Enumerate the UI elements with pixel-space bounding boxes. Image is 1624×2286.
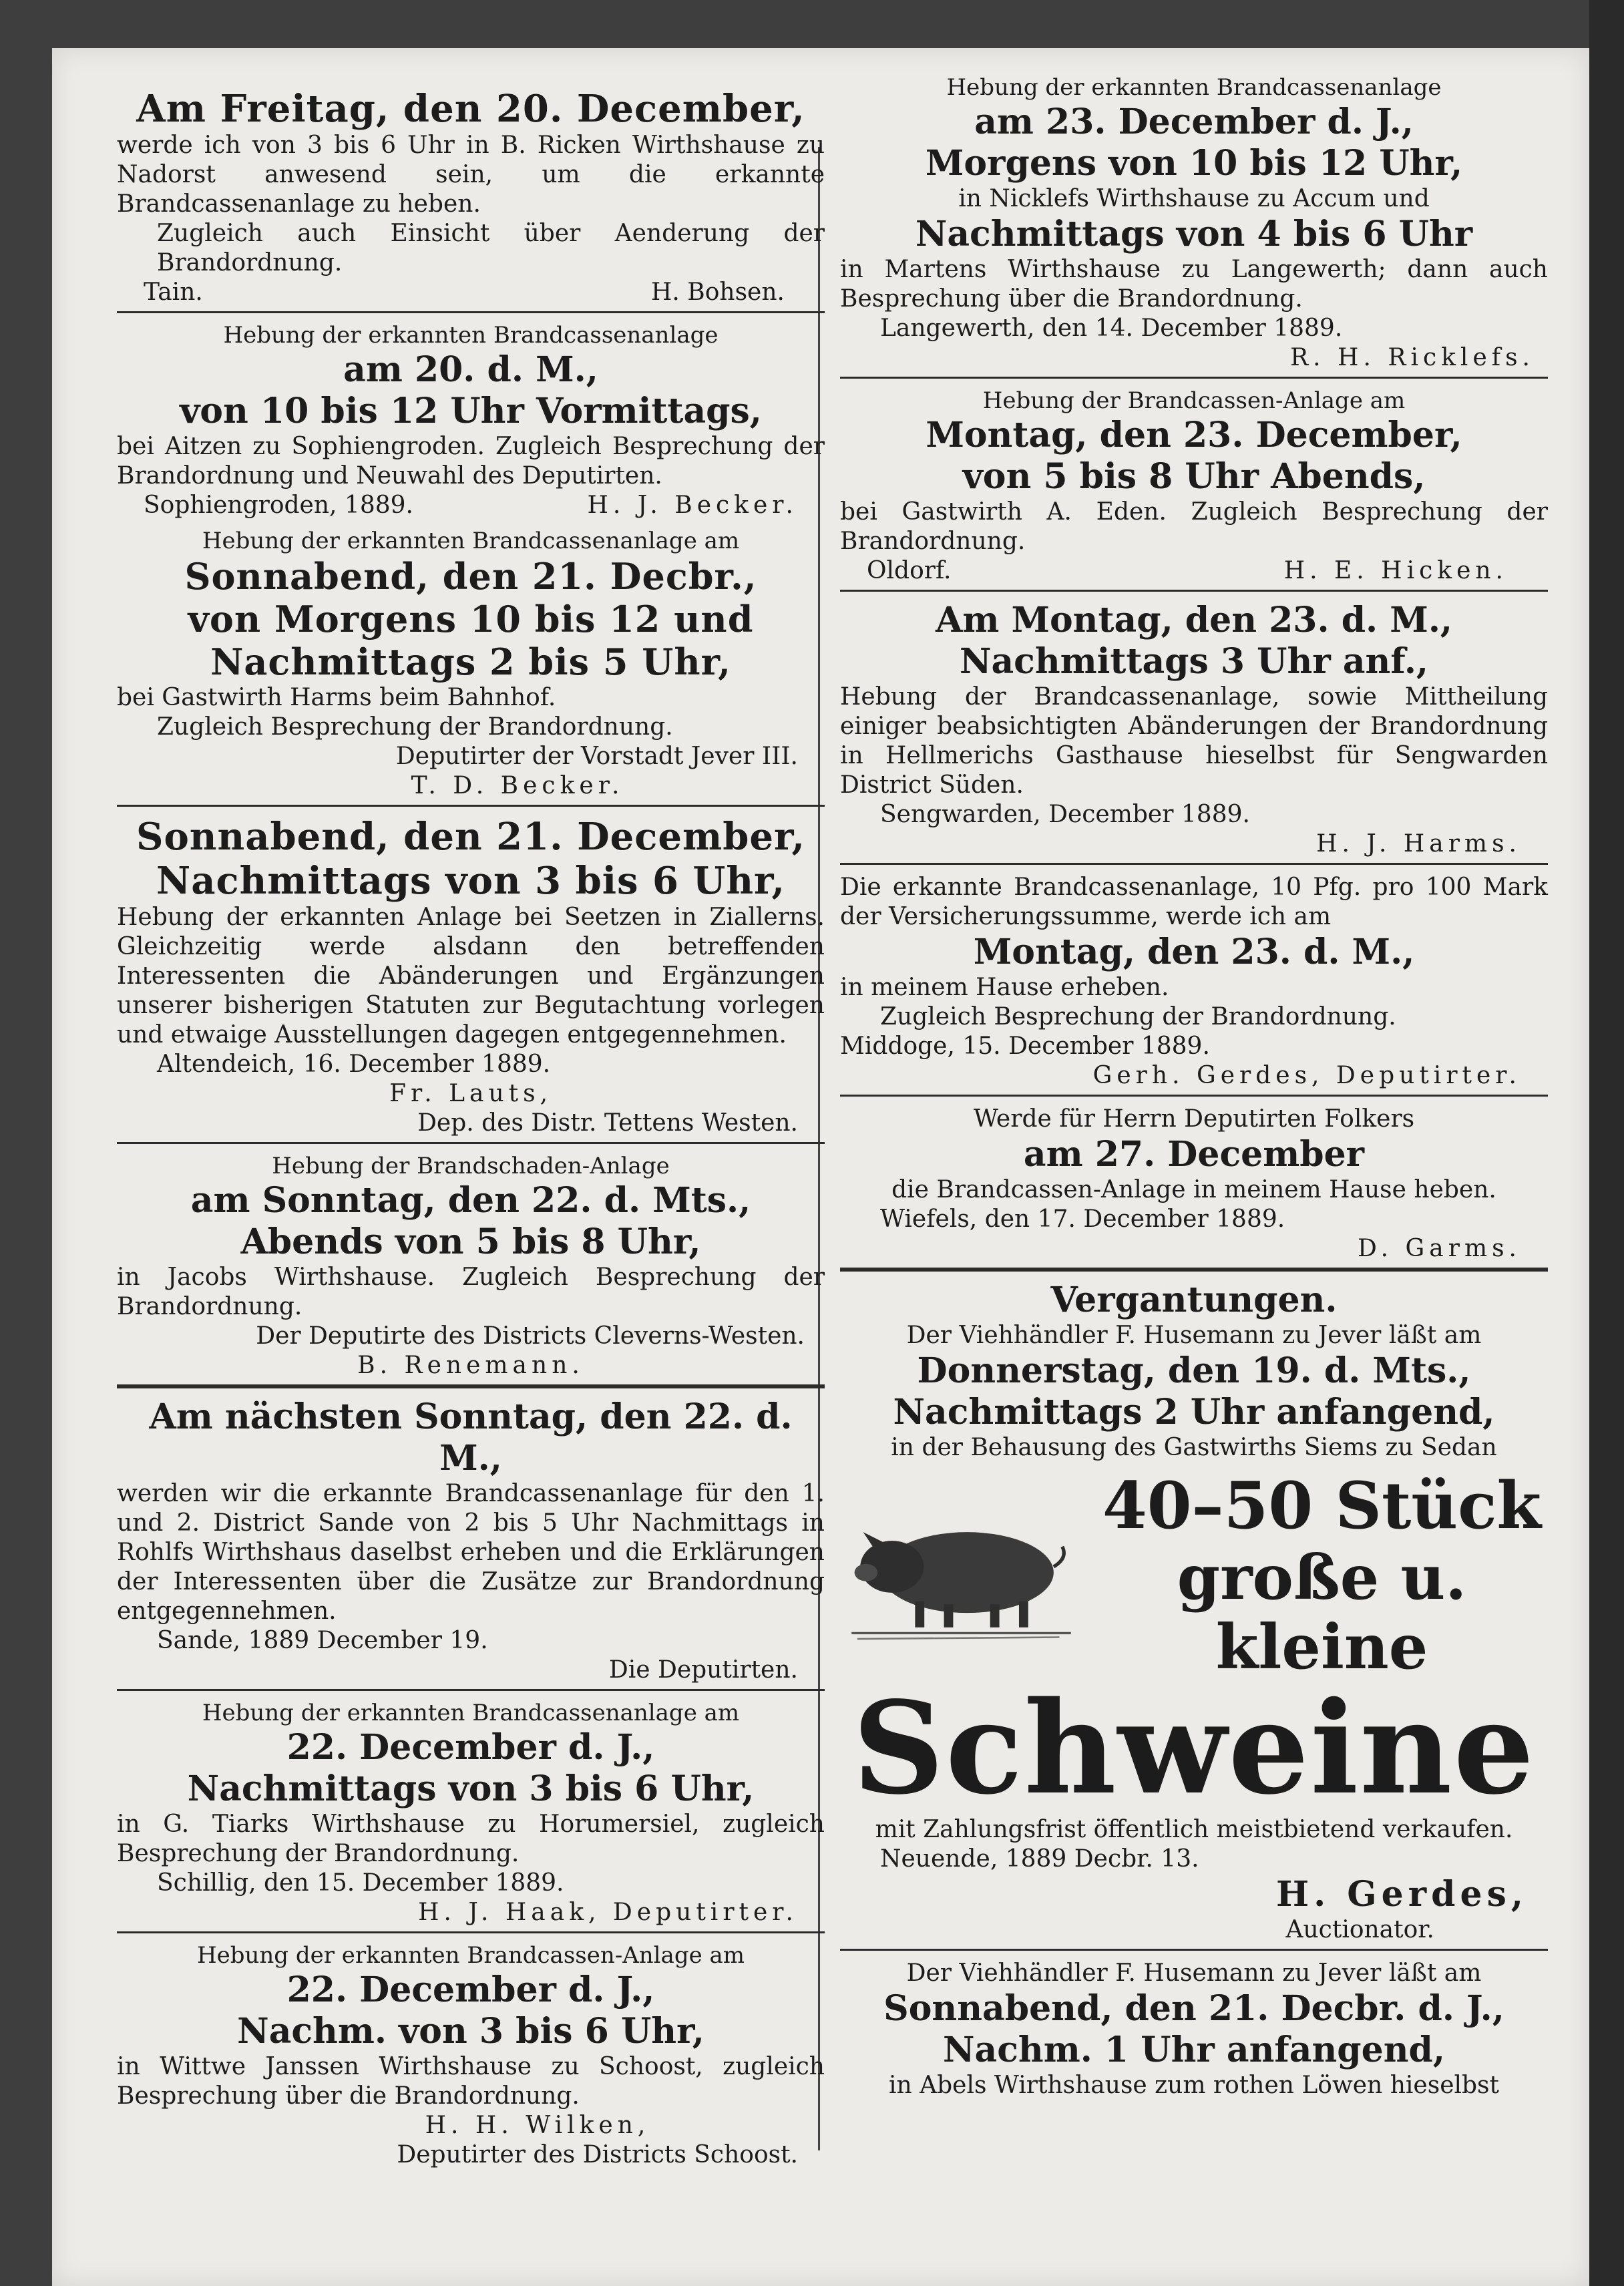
pig-ad-block (840, 1469, 1548, 1682)
signature-name: Gerh. Gerdes, Deputirter. (1092, 1062, 1521, 1089)
signature-title: Dep. des Distr. Tettens Westen. (417, 1109, 798, 1137)
separator-rule (840, 1268, 1548, 1272)
signature-title: Deputirter des Districts Schoost. (397, 2141, 798, 2168)
notice-right-7 (840, 1959, 1548, 2100)
notice-intro: Hebung der erkannten Brandcassen-Anlage am (196, 1942, 745, 1969)
notice-place-date: Sengwarden, December 1889. (880, 801, 1250, 828)
signature-name: Die Deputirten. (608, 1656, 798, 1684)
notice-headline: Montag, den 23. d. M., (973, 932, 1415, 972)
notice-headline: Donnerstag, den 19. d. Mts., (917, 1350, 1471, 1391)
notice-body-2: Zugleich auch Einsicht über Aenderung der Brandordnung. (157, 220, 825, 276)
notice-headline: Sonnabend, den 21. Decbr. d. J., (883, 1988, 1504, 2029)
notice-body: in G. Tiarks Wirthshause zu Horumersiel, zugleich Besprechung der Brandordnung. (117, 1811, 825, 1867)
notice-headline: Am nächsten Sonntag, den 22. d. M., (149, 1396, 793, 1479)
notice-subheadline: von 5 bis 8 Uhr Abends, (962, 456, 1426, 497)
notice-body: bei Gastwirth Harms beim Bahnhof. (117, 684, 556, 711)
notice-right-5 (840, 1105, 1548, 1272)
notice-headline: Sonnabend, den 21. Decbr., (184, 555, 757, 598)
notice-headline: 22. December d. J., (286, 1969, 655, 2010)
notice-body-3: Zugleich Besprechung der Brandordnung. (880, 1003, 1396, 1030)
notice-right-2 (840, 387, 1548, 592)
notice-left-7 (117, 1699, 825, 1933)
pig-illustration-icon (840, 1492, 1082, 1659)
notice-body: bei Gastwirth A. Eden. Zugleich Besprechung der Brandordnung. (840, 498, 1548, 555)
signature-name: T. D. Becker. (411, 772, 624, 799)
separator-rule (840, 590, 1548, 592)
notice-mid-text: in Nicklefs Wirthshause zu Accum und (958, 185, 1430, 212)
separator-rule (117, 311, 825, 313)
notice-right-1 (840, 73, 1548, 379)
notice-subheadline: von 10 bis 12 Uhr Vormittags, (180, 391, 762, 431)
notice-intro: Hebung der erkannten Brandcassenanlage (946, 74, 1442, 101)
signature-title: Deputirter der Vorstadt Jever III. (395, 743, 798, 770)
notice-subheadline: Nachm. 1 Uhr anfangend, (943, 2030, 1445, 2070)
notice-intro: Werde für Herrn Deputirten Folkers (973, 1105, 1415, 1133)
signature-name: D. Garms. (1358, 1235, 1521, 1262)
separator-rule (840, 377, 1548, 379)
notice-left-1 (117, 87, 825, 313)
notice-headline: Am Montag, den 23. d. M., (935, 600, 1453, 640)
notice-place-date: Langewerth, den 14. December 1889. (880, 315, 1343, 342)
signature-name: Fr. Lauts, (389, 1080, 553, 1107)
signature-place: Oldorf. (867, 557, 952, 584)
notice-body: in Wittwe Janssen Wirthshause zu Schoost, zugleich Besprechung über die Brandordnung. (117, 2053, 825, 2110)
notice-body: Der Viehhändler F. Husemann zu Jever läßt am (906, 1322, 1482, 1349)
notice-subheadline: Abends von 5 bis 8 Uhr, (240, 1221, 701, 1262)
notice-body: Der Viehhändler F. Husemann zu Jever läßt am (906, 1959, 1482, 1987)
notice-body: bei Aitzen zu Sophiengroden. Zugleich Besprechung der Brandordnung und Neuwahl des Deputirten. (117, 433, 825, 490)
section-heading: Vergantungen. (1050, 1280, 1338, 1320)
signature-name: H. J. Becker. (587, 492, 798, 519)
notice-left-6 (117, 1396, 825, 1691)
notice-place-date: Altendeich, 16. December 1889. (157, 1051, 551, 1078)
separator-rule (840, 1095, 1548, 1097)
notice-body: die Brandcassen-Anlage in meinem Hause heben. (891, 1176, 1496, 1203)
notice-headline: Am Freitag, den 20. December, (136, 87, 805, 131)
signature-title: Der Deputirte des Districts Cleverns-Westen. (256, 1322, 805, 1350)
notice-left-2 (117, 321, 825, 520)
separator-rule (117, 1689, 825, 1691)
signature-name: R. H. Ricklefs. (1290, 344, 1535, 371)
notice-subheadline: Nachmittags 2 Uhr anfangend, (893, 1392, 1495, 1433)
pig-ad-text (1096, 1469, 1548, 1682)
notice-subheadline: Nachmittags von 3 bis 6 Uhr, (156, 859, 785, 903)
notice-headline: 22. December d. J., (286, 1727, 655, 1768)
notice-body: Hebung der erkannten Anlage bei Seetzen in Ziallerns. Gleichzeitig werde alsdann den betreffenden Interessenten die Abänderungen und Ergänzungen unserer bisherigen Statuten zur Begutachtung vorlegen und etwaige Ausstellungen dagegen entgegennehmen. (117, 904, 825, 1049)
ad-main-word: Schweine (852, 1674, 1536, 1823)
notice-body: Die erkannte Brandcassenanlage, 10 Pfg. pro 100 Mark der Versicherungssumme, werde ich am (840, 874, 1548, 930)
signature-name: H. Gerdes, (1275, 1874, 1528, 1915)
notice-place-date: Schillig, den 15. December 1889. (157, 1869, 564, 1897)
notice-body: Hebung der Brandcassenanlage, sowie Mittheilung einiger beabsichtigten Abänderungen der Brandordnung in Hellmerichs Gasthause hieselbst für Sengwarden District Süden. (840, 683, 1548, 799)
notice-body: werden wir die erkannte Brandcassenanlage für den 1. und 2. District Sande von 2 bis 5 Uhr Nachmittags in Rohlfs Wirthshaus daselbst erheben und die Erklärungen der Interessenten über die Zusätze zur Brandordnung entgegennehmen. (117, 1480, 825, 1625)
separator-rule (117, 1142, 825, 1144)
notice-right-3 (840, 600, 1548, 865)
signature-name: B. Renemann. (357, 1352, 584, 1379)
notice-subheadline: Nachmittags von 3 bis 6 Uhr, (187, 1768, 755, 1809)
signature-name: H. E. Hicken. (1283, 557, 1508, 584)
notice-body: in Martens Wirthshause zu Langewerth; dann auch Besprechung über die Brandordnung. (840, 256, 1548, 313)
notice-body-2: in der Behausung des Gastwirths Siems zu Sedan (891, 1434, 1497, 1461)
notice-intro: Hebung der erkannten Brandcassenanlage (223, 322, 719, 349)
ad-quantity: 40–50 Stück (1102, 1468, 1542, 1543)
separator-rule (117, 805, 825, 807)
notice-right-4 (840, 873, 1548, 1097)
notice-subheadline: Nachmittags 3 Uhr anf., (959, 641, 1429, 682)
notice-intro: Hebung der Brandschaden-Anlage (272, 1153, 670, 1179)
notice-subheadline: Nachm. von 3 bis 6 Uhr, (237, 2011, 704, 2052)
notice-body-2: in Abels Wirthshause zum rothen Löwen hieselbst (888, 2072, 1499, 2099)
notice-intro: Hebung der Brandcassen-Anlage am (982, 387, 1406, 414)
signature-row (840, 556, 1548, 586)
signature-place: Tain. (144, 278, 203, 306)
separator-rule (840, 1949, 1548, 1951)
separator-rule (840, 863, 1548, 865)
notice-headline: am 27. December (1023, 1134, 1365, 1175)
notice-body: in Jacobs Wirthshause. Zugleich Besprechung der Brandordnung. (117, 1264, 825, 1320)
notice-subheadline-2: Nachmittags von 4 bis 6 Uhr (915, 214, 1473, 254)
notice-headline: Sonnabend, den 21. December, (136, 815, 805, 859)
notice-place-date: Neuende, 1889 Decbr. 13. (880, 1845, 1199, 1873)
notice-body-2: in meinem Hause erheben. (840, 974, 1169, 1001)
notice-headline: am Sonntag, den 22. d. Mts., (190, 1180, 751, 1221)
signature-name: H. H. Wilken, (425, 2112, 650, 2139)
notice-left-8 (117, 1941, 825, 2170)
signature-name: H. Bohsen. (650, 278, 785, 306)
scan-edge (1589, 0, 1624, 2286)
separator-rule (117, 1384, 825, 1388)
notice-left-3 (117, 527, 825, 807)
notice-body-3: mit Zahlungsfrist öffentlich meistbietend verkaufen. (875, 1816, 1513, 1843)
notice-subheadline: von Morgens 10 bis 12 und Nachmittags 2 bis 5 Uhr, (188, 598, 754, 683)
notice-body: werde ich von 3 bis 6 Uhr in B. Ricken Wirthshause zu Nadorst anwesend sein, um die erkannte Brandcassenanlage zu heben. (117, 132, 825, 218)
signature-row (117, 491, 825, 520)
signature-name: H. J. Harms. (1316, 830, 1521, 858)
notice-place-date: Wiefels, den 17. December 1889. (880, 1205, 1285, 1233)
notice-intro: Hebung der erkannten Brandcassenanlage am (202, 1700, 740, 1726)
signature-title: Auctionator. (1285, 1916, 1434, 1943)
notice-left-4 (117, 815, 825, 1144)
signature-name: H. J. Haak, Deputirter. (418, 1899, 798, 1926)
right-column (840, 73, 1548, 2107)
notice-headline: am 20. d. M., (343, 349, 598, 390)
signature-place: Sophiengroden, 1889. (144, 492, 413, 519)
ad-description: große u. kleine (1177, 1541, 1467, 1683)
notice-left-5 (117, 1152, 825, 1388)
notice-place-date: Sande, 1889 December 19. (157, 1627, 488, 1654)
signature-row (117, 278, 825, 307)
notice-headline: am 23. December d. J., (974, 102, 1414, 142)
notice-intro: Hebung der erkannten Brandcassenanlage am (202, 528, 740, 554)
notice-right-6 (840, 1280, 1548, 1951)
notice-headline: Montag, den 23. December, (926, 415, 1462, 455)
separator-rule (117, 1931, 825, 1933)
left-column (117, 87, 825, 2176)
notice-subheadline: Morgens von 10 bis 12 Uhr, (925, 143, 1463, 184)
notice-place-date: Middoge, 15. December 1889. (840, 1032, 1210, 1060)
notice-body-2: Zugleich Besprechung der Brandordnung. (157, 713, 673, 741)
